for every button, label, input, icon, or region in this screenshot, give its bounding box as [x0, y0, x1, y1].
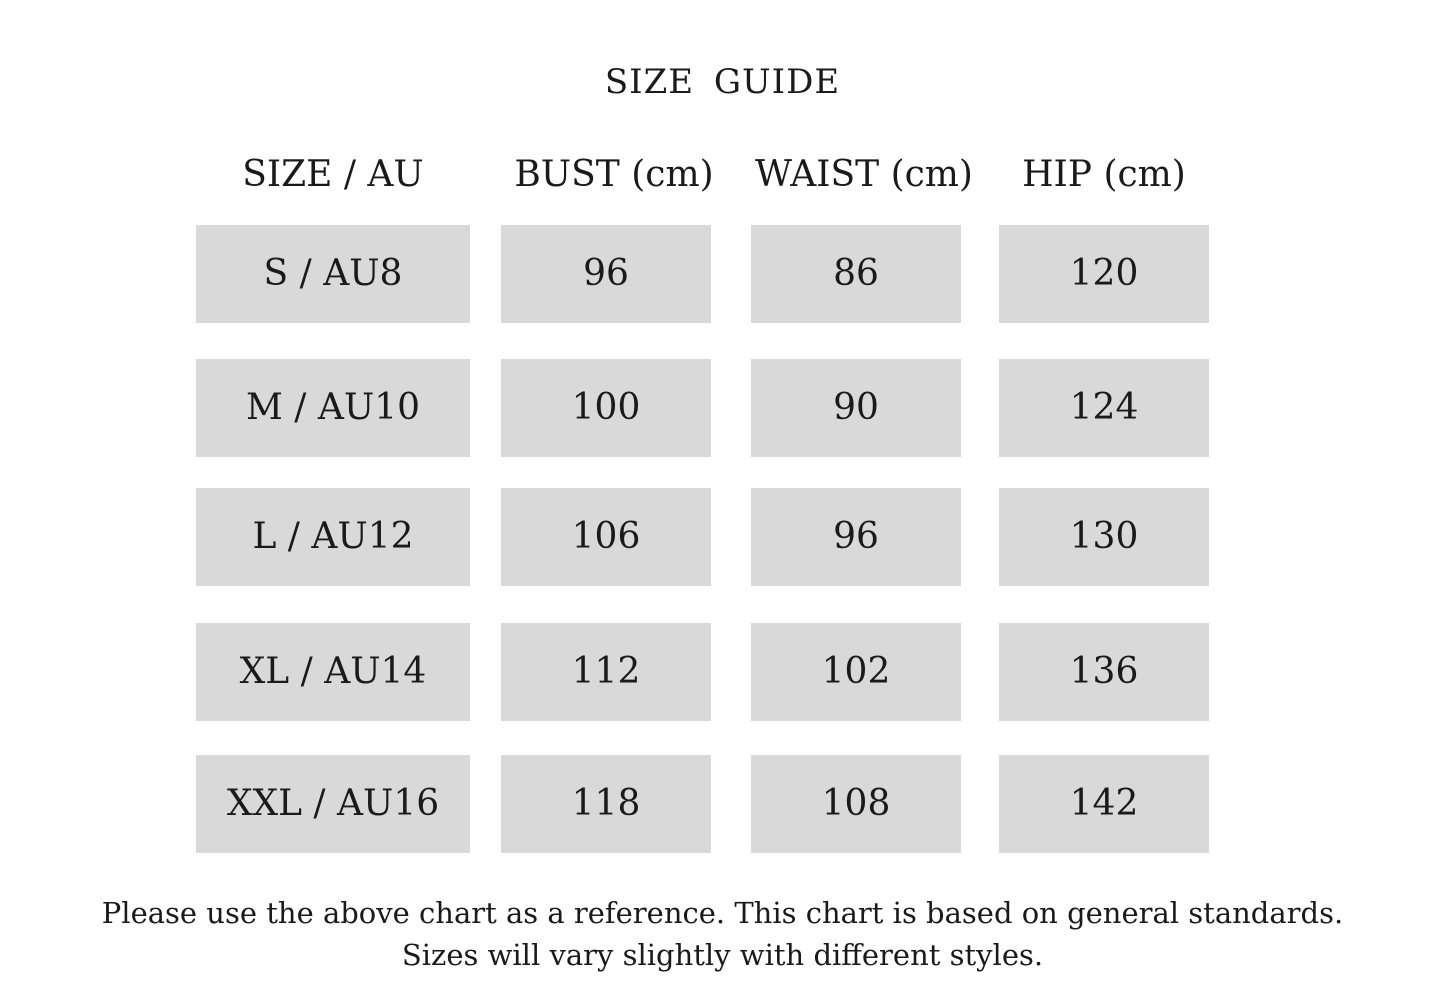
waist-cell: 90: [751, 359, 961, 457]
bust-cell: 100: [501, 359, 711, 457]
size-cell: M / AU10: [196, 359, 470, 457]
waist-cell: 96: [751, 488, 961, 586]
waist-cell: 86: [751, 225, 961, 323]
footer-note-line2: Sizes will vary slightly with different styles.: [401, 938, 1044, 972]
hip-cell: 136: [999, 623, 1209, 721]
bust-cell: 112: [501, 623, 711, 721]
bust-cell: 118: [501, 755, 711, 853]
size-cell: XXL / AU16: [196, 755, 470, 853]
size-guide-title: SIZE GUIDE: [604, 62, 841, 102]
header-waist: WAIST (cm): [755, 154, 973, 195]
hip-cell: 142: [999, 755, 1209, 853]
waist-cell: 108: [751, 755, 961, 853]
footer-note-line1: Please use the above chart as a reference. This chart is based on general standards.: [101, 896, 1344, 930]
header-hip: HIP (cm): [1022, 154, 1186, 195]
size-cell: L / AU12: [196, 488, 470, 586]
hip-cell: 130: [999, 488, 1209, 586]
size-cell: XL / AU14: [196, 623, 470, 721]
bust-cell: 96: [501, 225, 711, 323]
header-bust: BUST (cm): [514, 154, 714, 195]
bust-cell: 106: [501, 488, 711, 586]
header-size: SIZE / AU: [242, 154, 424, 195]
hip-cell: 120: [999, 225, 1209, 323]
size-cell: S / AU8: [196, 225, 470, 323]
waist-cell: 102: [751, 623, 961, 721]
hip-cell: 124: [999, 359, 1209, 457]
